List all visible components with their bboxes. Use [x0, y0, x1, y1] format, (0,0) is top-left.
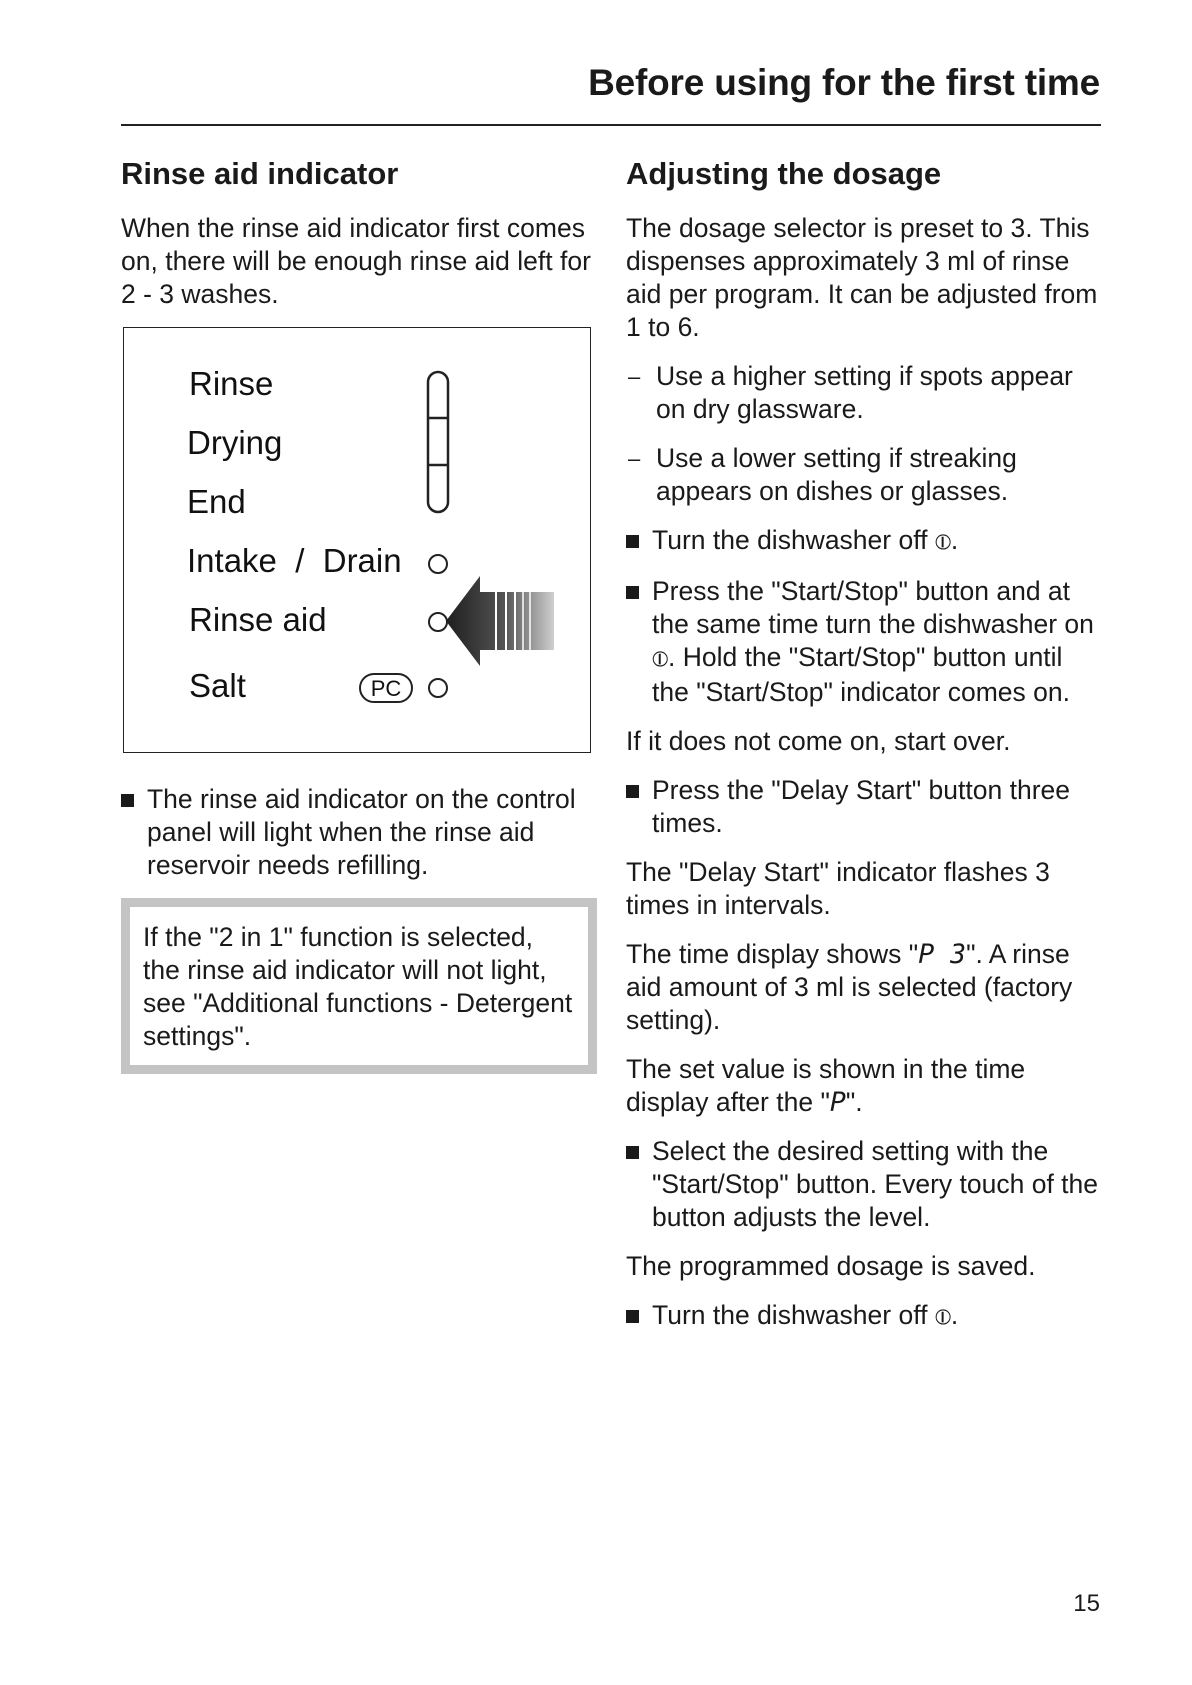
start-stop-text-b: . Hold the "Start/Stop" button until the "Start/Stop" indicator comes on.: [652, 642, 1070, 707]
salt-lamp: [429, 679, 447, 697]
panel-label-intake-drain: Intake / Drain: [187, 542, 402, 579]
dosage-saved-text: The programmed dosage is saved.: [626, 1251, 1036, 1281]
rinse-aid-heading: Rinse aid indicator: [121, 156, 399, 191]
display-p-readout: P: [829, 1087, 846, 1118]
dosage-intro: The dosage selector is preset to 3. This dispenses approximately 3 ml of rinse aid per program. It can be adjusted from 1 to 6.: [626, 213, 1098, 342]
start-stop-step: [626, 575, 1106, 709]
page-number: 15: [1073, 1590, 1100, 1617]
page-header-title: Before using for the first time: [588, 62, 1100, 103]
panel-label-rinse-aid: Rinse aid: [189, 601, 327, 638]
turn-off-step-2: Turn the dishwasher off ⦶.: [626, 1299, 1106, 1334]
rinse-aid-lamp: [429, 613, 447, 631]
turn-off-text: Turn the dishwasher off: [652, 525, 928, 555]
power-on-icon: ⦶: [652, 647, 668, 672]
panel-label-salt: Salt: [189, 667, 246, 704]
rinse-aid-pointer-arrow: [446, 576, 554, 666]
right-column: [626, 152, 1106, 1350]
select-setting-step: Select the desired setting with the "Start/Stop" button. Every touch of the button adjusts the level.: [626, 1135, 1106, 1234]
time-display-text-a: The time display shows ": [626, 939, 919, 969]
left-column: [121, 152, 599, 1074]
turn-off-step-1: Turn the dishwasher off ⦶.: [626, 524, 1106, 559]
time-display-text: [626, 938, 1106, 1037]
start-stop-text-a: Press the "Start/Stop" button and at the same time turn the dishwasher on: [652, 576, 1094, 639]
power-off-icon: ⦶: [934, 530, 951, 555]
set-value-text: [626, 1053, 1106, 1119]
program-progress-bar: [428, 372, 448, 512]
intake-drain-lamp: [429, 555, 447, 573]
time-display-text-b: ". A rinse aid amount of 3 ml is selected (factory setting).: [626, 939, 1073, 1035]
control-panel-illustration: [123, 327, 591, 753]
start-over-text: If it does not come on, start over.: [626, 726, 1011, 756]
header-divider: [121, 124, 1101, 126]
display-p3-readout: P 3: [918, 939, 967, 970]
panel-label-rinse: Rinse: [189, 365, 274, 402]
set-value-text-a: The set value is shown in the time display after the ": [626, 1054, 1026, 1117]
power-off-icon-2: ⦶: [934, 1305, 951, 1330]
rinse-aid-bullet: The rinse aid indicator on the control panel will light when the rinse aid reservoir needs refilling.: [121, 783, 599, 882]
two-in-one-note: If the "2 in 1" function is selected, the rinse aid indicator will not light, see "Additional functions - Detergent settings".: [121, 898, 597, 1074]
pc-badge-text: PC: [370, 676, 402, 701]
turn-off-text-2: Turn the dishwasher off: [652, 1300, 928, 1330]
dosage-heading: Adjusting the dosage: [626, 156, 942, 191]
lower-setting-item: – Use a lower setting if streaking appears on dishes or glasses.: [626, 442, 1106, 508]
set-value-text-b: ".: [845, 1087, 863, 1117]
panel-label-end: End: [187, 483, 246, 520]
delay-start-step: Press the "Delay Start" button three times.: [626, 774, 1106, 840]
delay-start-flash-text: The "Delay Start" indicator flashes 3 times in intervals.: [626, 857, 1050, 920]
rinse-aid-intro: When the rinse aid indicator first comes on, there will be enough rinse aid left for 2 - 3 washes.: [121, 213, 591, 309]
panel-label-drying: Drying: [187, 424, 283, 461]
higher-setting-item: – Use a higher setting if spots appear on dry glassware.: [626, 360, 1106, 426]
